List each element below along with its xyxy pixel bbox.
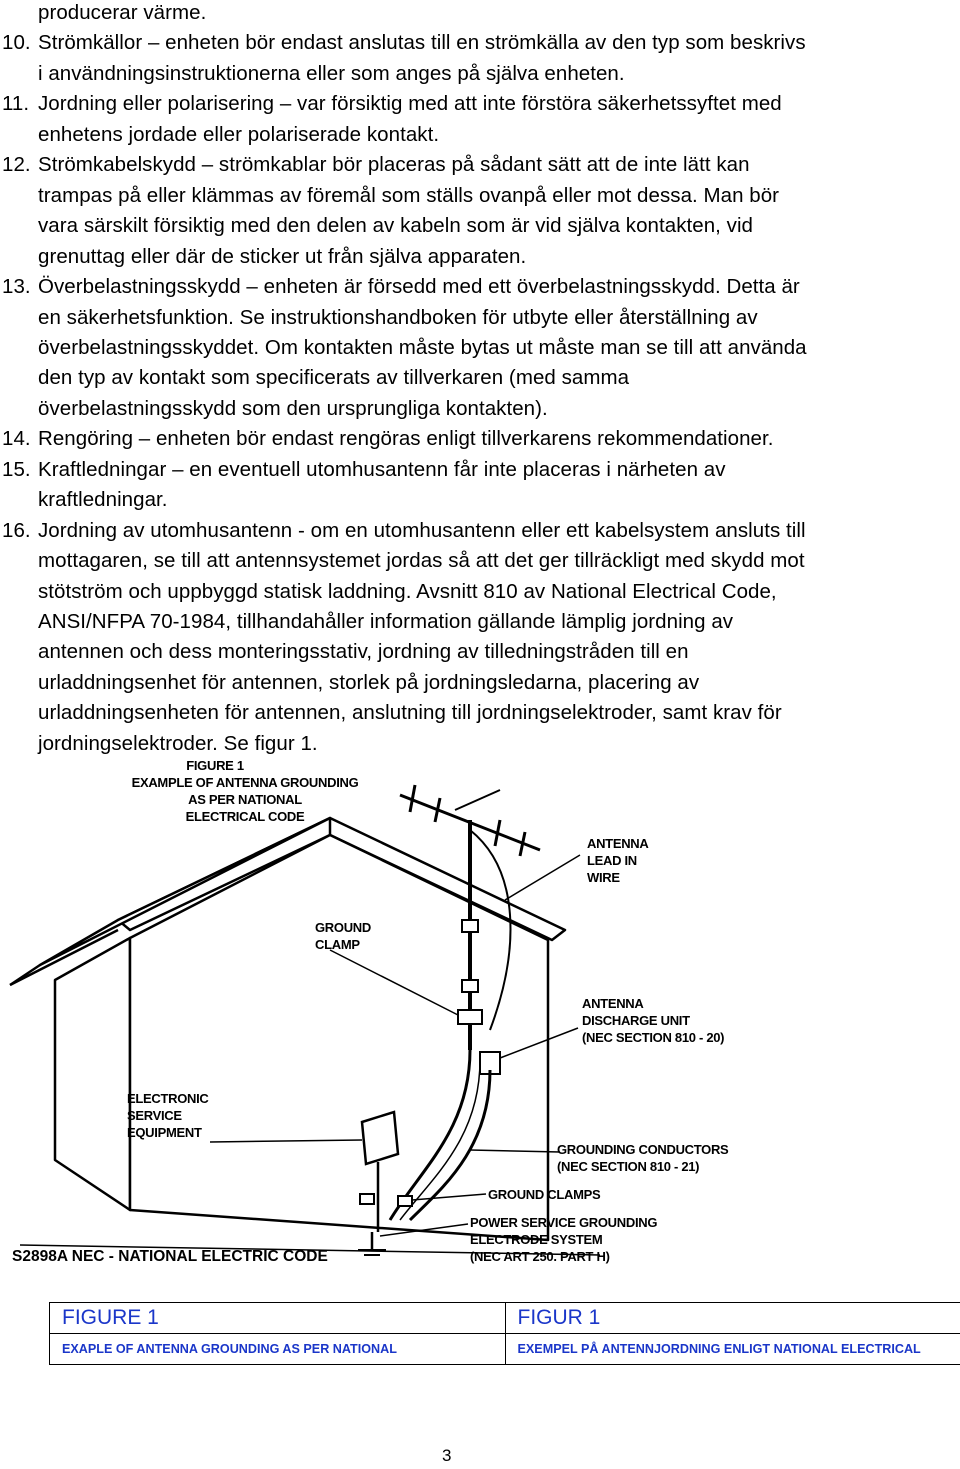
label-service-1: ELECTRONIC: [127, 1091, 209, 1106]
label-discharge-3: (NEC SECTION 810 - 20): [582, 1030, 725, 1045]
text-line: urladdningsenhet för antennen, storlek på jordningsledarna, placering av: [38, 670, 700, 694]
text-line: grenuttag eller där de sticker ut från själva apparaten.: [38, 244, 527, 268]
list-number: 15.: [2, 457, 31, 481]
caption-col1-heading: FIGURE 1: [50, 1303, 506, 1334]
text-line: överbelastningsskydd som den ursprungliga kontakten).: [38, 396, 548, 420]
label-service-2: SERVICE: [127, 1108, 182, 1123]
figure-title-4: ELECTRICAL CODE: [185, 809, 305, 824]
text-line: Strömkällor – enheten bör endast anslutas till en strömkälla av den typ som beskrivs: [38, 31, 806, 55]
text-line: jordningselektroder. Se figur 1.: [38, 731, 318, 755]
label-ground-clamp-1: GROUND: [315, 920, 371, 935]
label-antenna-lead-2: LEAD IN: [587, 853, 637, 868]
label-ground-clamp-2: CLAMP: [315, 937, 360, 952]
figure-title-2: EXAMPLE OF ANTENNA GROUNDING: [131, 775, 359, 790]
text-line: Jordning eller polarisering – var försiktig med att inte förstöra säkerhetssyftet med: [38, 92, 782, 116]
text-line: urladdningsenheten för antennen, anslutning till jordningselektroder, samt krav för: [38, 701, 782, 725]
page-number: 3: [442, 1446, 452, 1465]
label-antenna-lead-1: ANTENNA: [587, 836, 649, 851]
label-discharge-2: DISCHARGE UNIT: [582, 1013, 690, 1028]
text-line: mottagaren, se till att antennsystemet jordas så att det ger tillräckligt med skydd mot: [38, 549, 805, 573]
text-line: enhetens jordade eller polariserade kontakt.: [38, 122, 440, 146]
text-line: antennen och dess monteringsstativ, jordning av tilledningstråden till en: [38, 640, 689, 664]
label-antenna-lead-3: WIRE: [587, 870, 620, 885]
label-discharge-1: ANTENNA: [582, 996, 644, 1011]
label-service-3: EQUIPMENT: [127, 1125, 202, 1140]
text-line: Kraftledningar – en eventuell utomhusantenn får inte placeras i närheten av: [38, 457, 726, 481]
text-line: stötström och uppbyggd statisk laddning. Avsnitt 810 av National Electrical Code,: [38, 579, 777, 603]
text-line: producerar värme.: [38, 1, 207, 24]
text-line: Rengöring – enheten bör endast rengöras enligt tillverkarens rekommendationer.: [38, 427, 774, 451]
text-line: kraftledningar.: [38, 488, 168, 512]
caption-col2-text: EXEMPEL PÅ ANTENNJORDNING ENLIGT NATIONAL ELECTRICAL: [505, 1334, 960, 1365]
text-line: en säkerhetsfunktion. Se instruktionshandboken för utbyte eller återställning av: [38, 305, 758, 329]
list-number: 13.: [2, 275, 31, 299]
figure-caption-table: [49, 1302, 960, 1365]
figure-title-3: AS PER NATIONAL: [188, 792, 302, 807]
label-power-service-3: (NEC ART 250. PART H): [470, 1249, 610, 1264]
text-line: vara särskilt försiktig med den delen av kabeln som är vid själva kontakten, vid: [38, 214, 754, 238]
list-number: 12.: [2, 153, 31, 177]
label-power-service-2: ELECTRODE SYSTEM: [470, 1232, 603, 1247]
antenna-grounding-figure: [0, 750, 960, 1290]
caption-col1-text: EXAPLE OF ANTENNA GROUNDING AS PER NATIONAL: [50, 1334, 506, 1365]
list-number: 10.: [2, 31, 31, 55]
text-line: överbelastningsskyddet. Om kontakten måste bytas ut måste man se till att använda: [38, 335, 807, 359]
text-line: ANSI/NFPA 70-1984, tillhandahåller information gällande lämplig jordning av: [38, 610, 734, 633]
figure-title-1: FIGURE 1: [186, 758, 244, 773]
list-number: 16.: [2, 518, 31, 542]
label-ground-clamps: GROUND CLAMPS: [488, 1187, 601, 1202]
text-line: Överbelastningsskydd – enheten är försedd med ett överbelastningsskydd. Detta är: [38, 275, 800, 299]
text-line: Jordning av utomhusantenn - om en utomhusantenn eller ett kabelsystem ansluts till: [38, 518, 806, 542]
caption-col2-heading: FIGUR 1: [505, 1303, 960, 1334]
list-number: 11.: [2, 92, 30, 116]
list-number: 14.: [2, 427, 31, 451]
text-line: trampas på eller klämmas av föremål som ställs ovanpå eller mot dessa. Man bör: [38, 183, 780, 207]
text-line: den typ av kontakt som specificerats av tillverkaren (med samma: [38, 366, 630, 390]
label-conductors-2: (NEC SECTION 810 - 21): [557, 1159, 700, 1174]
text-line: i användningsinstruktionerna eller som anges på själva enheten.: [38, 61, 625, 85]
figure-drawing: [0, 750, 960, 1290]
label-code-note: S2898A NEC - NATIONAL ELECTRIC CODE: [12, 1248, 328, 1265]
text-line: Strömkabelskydd – strömkablar bör placeras på sådant sätt att de inte lätt kan: [38, 153, 750, 177]
label-conductors-1: GROUNDING CONDUCTORS: [557, 1142, 729, 1157]
label-power-service-1: POWER SERVICE GROUNDING: [470, 1215, 658, 1230]
